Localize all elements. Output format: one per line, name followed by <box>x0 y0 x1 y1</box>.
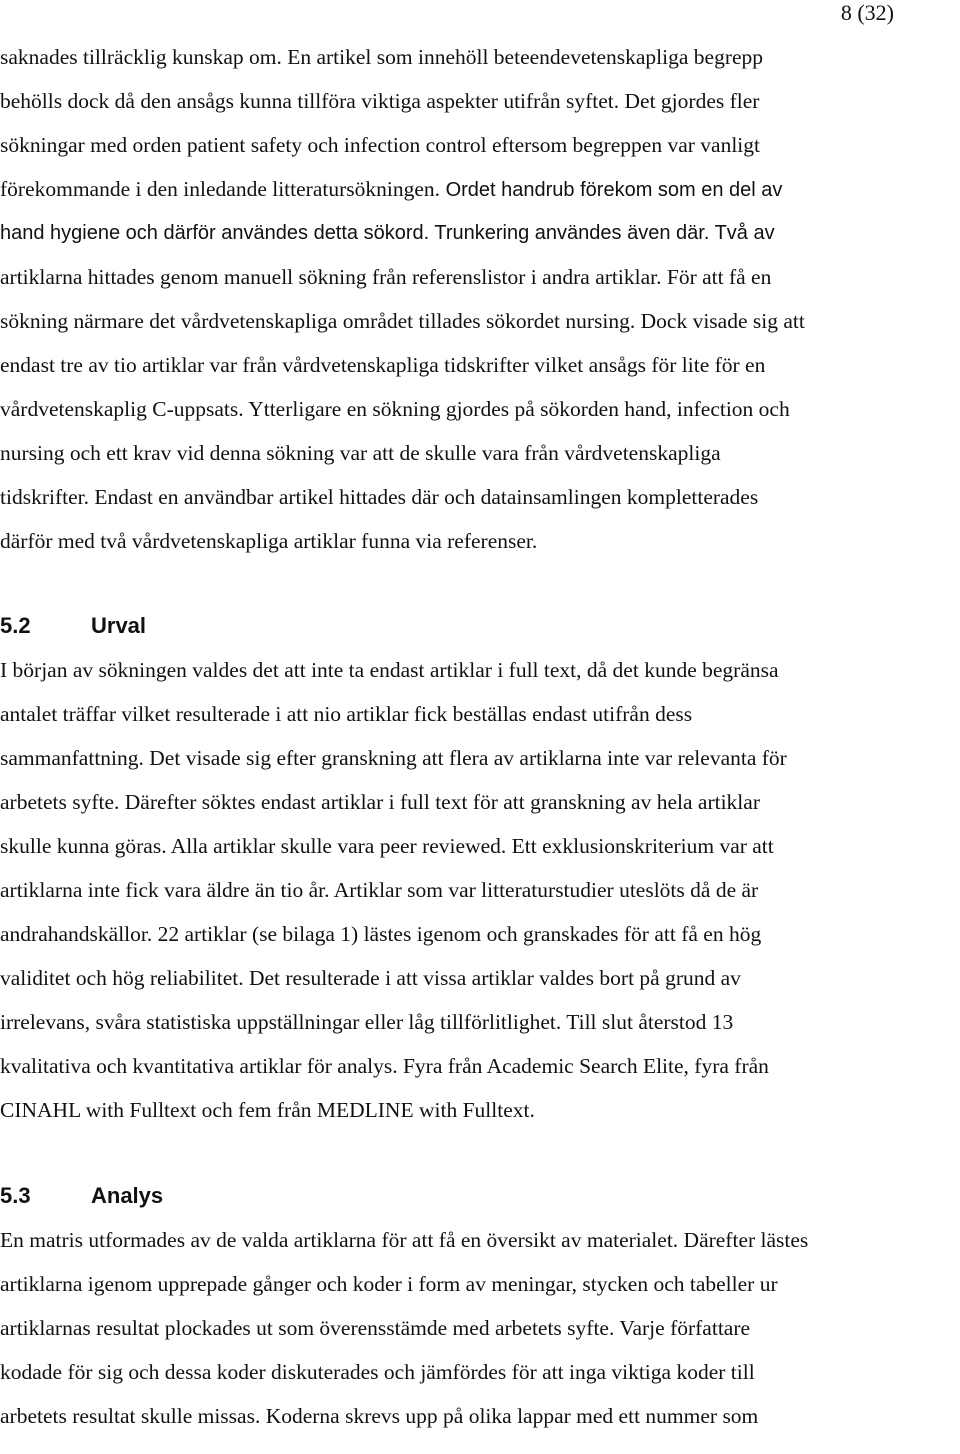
text-line: antalet träffar vilket resulterade i att nio artiklar fick beställas endast utifrån dess <box>0 702 693 726</box>
text-line: arbetets syfte. Därefter söktes endast artiklar i full text för att granskning av hela artiklar <box>0 790 760 814</box>
text-line: sökningar med orden patient safety och infection control eftersom begreppen var vanligt <box>0 133 761 157</box>
text-line: hand hygiene och därför användes detta sökord. Trunkering användes även där. Två av <box>0 222 775 244</box>
section-title: Analys <box>91 1183 164 1208</box>
text-line: artiklarna hittades genom manuell sökning från referenslistor i andra artiklar. För att få en <box>0 265 772 289</box>
text-line: tidskrifter. Endast en användbar artikel hittades där och datainsamlingen kompletterades <box>0 485 759 509</box>
section-number: 5.3 <box>0 1183 31 1208</box>
text-line: artiklarna igenom upprepade gånger och koder i form av meningar, stycken och tabeller ur <box>0 1272 778 1296</box>
text-line: kodade för sig och dessa koder diskuterades och jämfördes för att inga viktiga koder till <box>0 1360 755 1384</box>
text-line: andrahandskällor. 22 artiklar (se bilaga 1) lästes igenom och granskades för att få en hög <box>0 922 762 946</box>
section-number: 5.2 <box>0 613 31 638</box>
text-line: I början av sökningen valdes det att inte ta endast artiklar i full text, då det kunde begränsa <box>0 658 779 682</box>
page-number: 8 (32) <box>840 0 894 25</box>
text-line: därför med två vårdvetenskapliga artiklar funna via referenser. <box>0 529 538 553</box>
text-line-tail: Ordet handrub förekom som en del av <box>440 179 783 201</box>
text-line <box>0 167 960 211</box>
text-line-head: förekommande i den inledande litteratursökningen. <box>0 177 441 201</box>
text-line: kvalitativa och kvantitativa artiklar för analys. Fyra från Academic Search Elite, fyra från <box>0 1054 769 1078</box>
text-line: behölls dock då den ansågs kunna tillföra viktiga aspekter utifrån syftet. Det gjordes fler <box>0 89 760 113</box>
text-line: endast tre av tio artiklar var från vårdvetenskapliga tidskrifter vilket ansågs för lite för en <box>0 353 766 377</box>
section-heading-analys <box>0 1174 960 1218</box>
text-line: validitet och hög reliabilitet. Det resulterade i att vissa artiklar valdes bort på grund av <box>0 966 741 990</box>
text-line: vårdvetenskaplig C-uppsats. Ytterligare en sökning gjordes på sökorden hand, infection och <box>0 397 790 421</box>
text-line: nursing och ett krav vid denna sökning var att de skulle vara från vårdvetenskapliga <box>0 441 721 465</box>
paragraph-urval <box>0 648 960 1132</box>
spacer <box>0 563 960 604</box>
text-line: CINAHL with Fulltext och fem från MEDLINE with Fulltext. <box>0 1098 535 1122</box>
text-line: artiklarnas resultat plockades ut som överensstämde med arbetets syfte. Varje författare <box>0 1316 751 1340</box>
text-line: irrelevans, svåra statistiska uppställningar eller låg tillförlitlighet. Till slut återstod 13 <box>0 1010 734 1034</box>
text-line: artiklarna inte fick vara äldre än tio år. Artiklar som var litteraturstudier uteslöts då de är <box>0 878 759 902</box>
document-body <box>0 35 960 1438</box>
text-line: En matris utformades av de valda artiklarna för att få en översikt av materialet. Därefter lästes <box>0 1228 809 1252</box>
text-line: saknades tillräcklig kunskap om. En artikel som innehöll beteendevetenskapliga begrepp <box>0 45 764 69</box>
paragraph-search-strategy <box>0 35 960 563</box>
paragraph-analys <box>0 1218 960 1438</box>
spacer <box>0 1132 960 1174</box>
section-heading-urval <box>0 604 960 648</box>
text-line: skulle kunna göras. Alla artiklar skulle vara peer reviewed. Ett exklusionskriterium var att <box>0 834 774 858</box>
text-line: sammanfattning. Det visade sig efter granskning att flera av artiklarna inte var relevanta för <box>0 746 787 770</box>
text-line: sökning närmare det vårdvetenskapliga området tillades sökordet nursing. Dock visade sig att <box>0 309 805 333</box>
section-title: Urval <box>91 613 147 638</box>
text-line: arbetets resultat skulle missas. Koderna skrevs upp på olika lappar med ett nummer som <box>0 1404 759 1428</box>
